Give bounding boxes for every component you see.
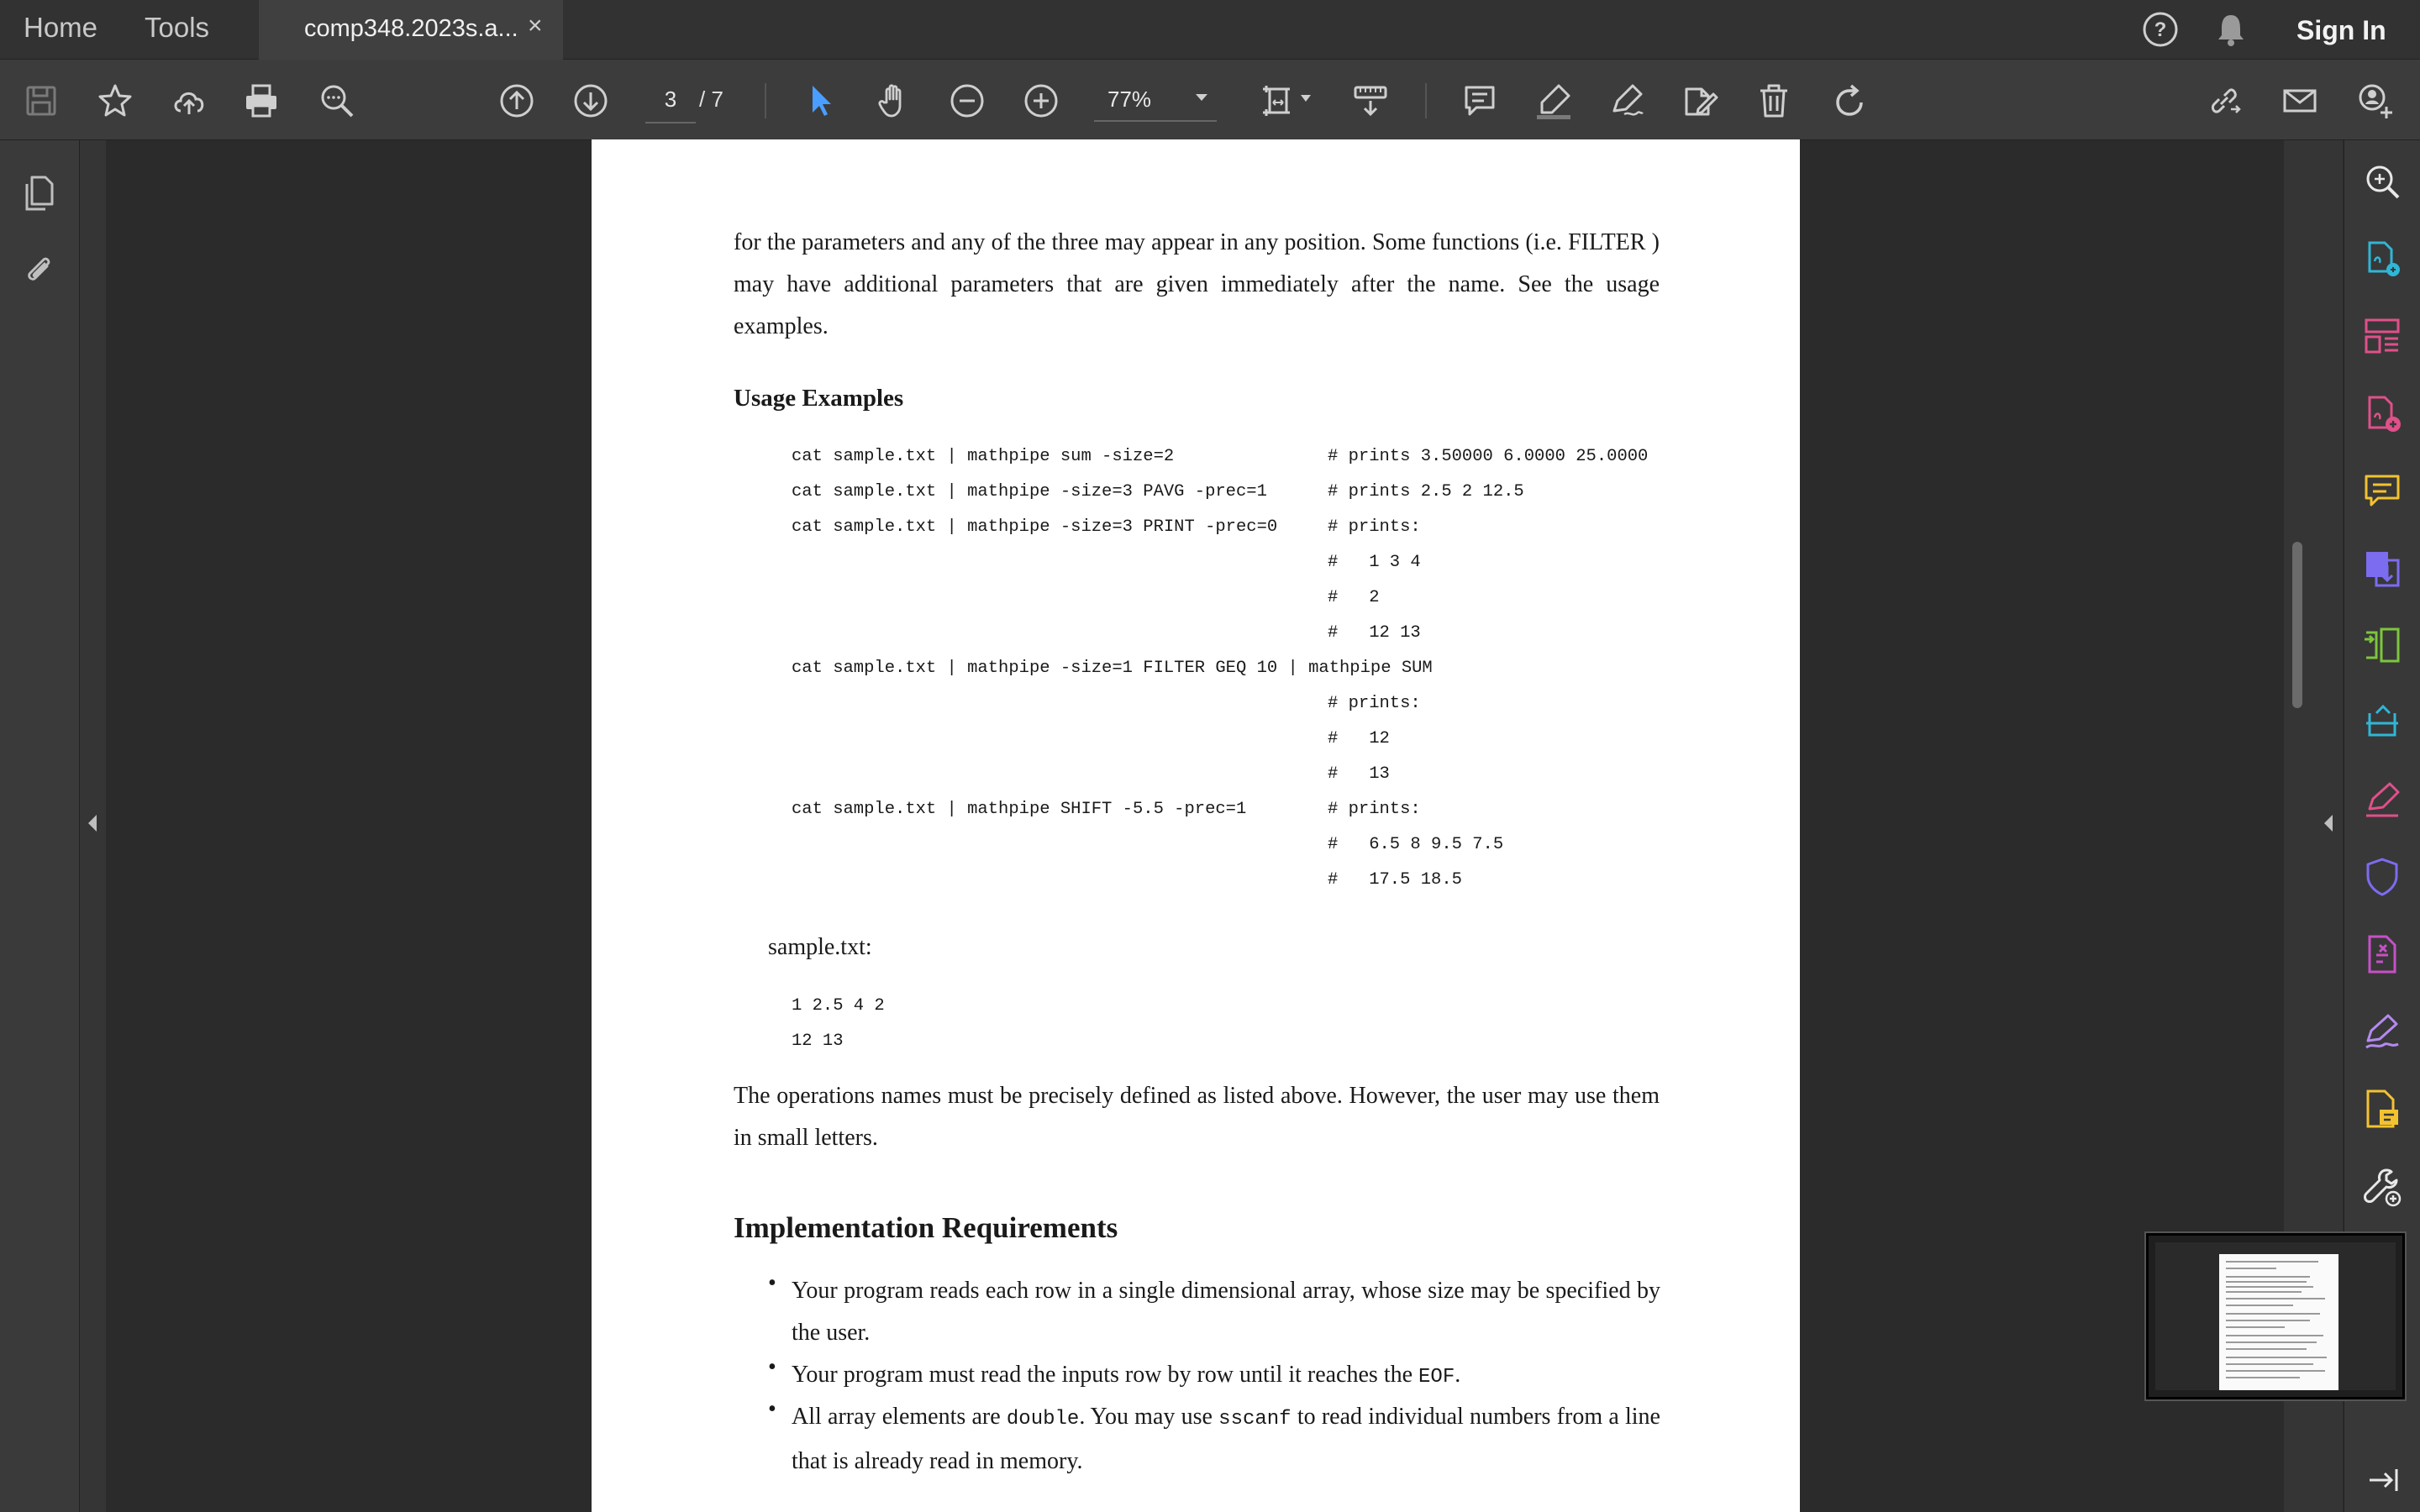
notification-bell-icon[interactable] xyxy=(2212,10,2250,53)
code-command: cat sample.txt | mathpipe -size=3 PAVG -prec=1 xyxy=(792,482,1267,501)
thumbnail-text-line xyxy=(2226,1268,2276,1269)
stamp-icon[interactable] xyxy=(2361,1088,2403,1130)
code-comment: # prints: xyxy=(1328,517,1421,537)
collapse-right-arrow-icon[interactable] xyxy=(2321,812,2336,834)
scroll-mode-icon[interactable] xyxy=(1348,78,1393,123)
page-navigator-thumbnail[interactable] xyxy=(2146,1233,2405,1399)
attachment-icon[interactable] xyxy=(18,249,59,294)
create-pdf-icon[interactable] xyxy=(2361,238,2403,280)
code-comment: # 6.5 8 9.5 7.5 xyxy=(1328,835,1504,854)
code-comment: # prints: xyxy=(1328,800,1421,819)
thumbnail-text-line xyxy=(2226,1286,2313,1288)
compare-icon[interactable] xyxy=(2361,624,2403,666)
requirement-text: . You may use xyxy=(1079,1404,1219,1430)
requirement-item xyxy=(792,1396,1660,1483)
thumbnail-text-line xyxy=(2226,1348,2307,1350)
implementation-heading: Implementation Requirements xyxy=(734,1211,1118,1244)
svg-text:?: ? xyxy=(2154,18,2167,41)
intro-paragraph: for the parameters and any of the three may appear in any position. Some functions (i.e. FILTER ) may have additional parameters that are given immediately after the name. See the usage examples. xyxy=(734,229,1660,339)
thumbnail-text-line xyxy=(2226,1326,2285,1328)
signature-icon[interactable] xyxy=(2361,1011,2403,1053)
code-command: cat sample.txt | mathpipe sum -size=2 xyxy=(792,447,1175,466)
thumbnail-text-line xyxy=(2226,1305,2293,1306)
sign-in-button[interactable]: Sign In xyxy=(2296,15,2386,45)
export-pdf-icon[interactable] xyxy=(2361,547,2403,589)
vertical-scrollbar[interactable] xyxy=(2292,542,2302,708)
zoom-in-icon[interactable] xyxy=(1018,78,1064,123)
fill-sign-icon[interactable] xyxy=(2361,779,2403,821)
bullet-icon: • xyxy=(768,1396,776,1422)
hand-icon[interactable] xyxy=(871,78,916,123)
code-comment: # 12 13 xyxy=(1328,623,1421,643)
left-navigation-pane xyxy=(0,140,80,1512)
scan-icon[interactable] xyxy=(2361,701,2403,743)
requirement-text: Your program reads each row in a single dimensional array, whose size may be specified by the user. xyxy=(792,1278,1660,1346)
fit-page-icon[interactable] xyxy=(1255,78,1301,123)
page-up-icon[interactable] xyxy=(494,78,539,123)
zoom-value: 77% xyxy=(1107,87,1152,112)
page-number-input[interactable] xyxy=(645,76,696,123)
inline-code: double xyxy=(1006,1408,1080,1431)
inline-code: EOF xyxy=(1418,1366,1455,1389)
requirement-text: Your program must read the inputs row by row until it reaches the xyxy=(792,1362,1419,1388)
chevron-down-icon[interactable] xyxy=(1299,93,1313,103)
thumbnail-text-line xyxy=(2226,1341,2317,1343)
code-comment: # 1 3 4 xyxy=(1328,553,1421,572)
document-tab[interactable] xyxy=(259,0,563,60)
collapse-panel-icon[interactable] xyxy=(2361,1459,2403,1501)
edit-text-icon[interactable] xyxy=(1677,78,1723,123)
code-comment: # prints 2.5 2 12.5 xyxy=(1328,482,1524,501)
page-down-icon[interactable] xyxy=(568,78,613,123)
thumbnail-text-line xyxy=(2226,1261,2318,1263)
cloud-upload-icon[interactable] xyxy=(166,78,212,123)
requirement-text: . xyxy=(1455,1362,1461,1388)
print-icon[interactable] xyxy=(239,78,284,123)
requirement-item xyxy=(792,1354,1660,1399)
zoom-out-icon[interactable] xyxy=(944,78,990,123)
thumbnail-text-line xyxy=(2226,1377,2300,1378)
code-comment: # prints: xyxy=(1328,694,1421,713)
thumbnail-page xyxy=(2219,1254,2338,1390)
combine-files-icon[interactable] xyxy=(2361,392,2403,434)
code-command: cat sample.txt | mathpipe -size=3 PRINT -prec=0 xyxy=(792,517,1278,537)
thumbnail-text-line xyxy=(2226,1357,2327,1358)
code-comment: # prints 3.50000 6.0000 25.0000 xyxy=(1328,447,1649,466)
select-cursor-icon[interactable] xyxy=(798,78,844,123)
code-comment: # 2 xyxy=(1328,588,1380,607)
page-thumbnails-icon[interactable] xyxy=(18,172,59,217)
code-comment: # 13 xyxy=(1328,764,1390,784)
requirement-text: to read individual numbers from a line that is already read in memory. xyxy=(792,1404,1660,1474)
toolbar-divider xyxy=(1425,83,1427,118)
code-command: cat sample.txt | mathpipe SHIFT -5.5 -prec=1 xyxy=(792,800,1247,819)
organize-pages-icon[interactable] xyxy=(2361,315,2403,357)
save-icon[interactable] xyxy=(18,78,64,123)
requirement-item xyxy=(792,1270,1660,1354)
draw-icon[interactable] xyxy=(1603,78,1649,123)
code-comment: # 17.5 18.5 xyxy=(1328,870,1462,890)
document-tab-title: comp348.2023s.a... xyxy=(304,15,518,42)
highlight-icon[interactable] xyxy=(1531,78,1576,123)
star-icon[interactable] xyxy=(92,78,138,123)
protect-icon[interactable] xyxy=(2361,856,2403,898)
toolbar xyxy=(0,60,2420,140)
bullet-icon: • xyxy=(768,1354,776,1380)
more-tools-icon[interactable] xyxy=(2361,1165,2403,1207)
zoom-select[interactable] xyxy=(1094,76,1217,122)
delete-icon[interactable] xyxy=(1751,78,1797,123)
requirement-text: All array elements are xyxy=(792,1404,1007,1430)
bullet-icon: • xyxy=(768,1270,776,1296)
thumbnail-text-line xyxy=(2226,1335,2323,1336)
sample-file-label: sample.txt: xyxy=(768,934,872,960)
collapse-left-arrow-icon[interactable] xyxy=(85,812,100,834)
close-tab-icon[interactable]: × xyxy=(528,12,543,39)
nav-tools[interactable]: Tools xyxy=(145,12,210,43)
sample-line: 12 13 xyxy=(792,1032,844,1051)
usage-examples-heading: Usage Examples xyxy=(734,385,904,412)
help-icon[interactable] xyxy=(2141,10,2180,53)
tab-bar xyxy=(0,0,2420,60)
left-gutter xyxy=(80,140,106,1512)
operations-paragraph: The operations names must be precisely defined as listed above. However, the user may use them in small letters. xyxy=(734,1083,1660,1151)
comment-tool-icon[interactable] xyxy=(2361,470,2403,512)
thumbnail-text-line xyxy=(2226,1363,2313,1365)
redact-icon[interactable] xyxy=(2361,933,2403,975)
code-comment: # 12 xyxy=(1328,729,1390,748)
rotate-icon[interactable] xyxy=(1827,78,1872,123)
thumbnail-text-line xyxy=(2226,1313,2320,1315)
pdf-page xyxy=(592,139,1800,1512)
sample-line: 1 2.5 4 2 xyxy=(792,996,885,1016)
thumbnail-text-line xyxy=(2226,1276,2310,1278)
thumbnail-text-line xyxy=(2226,1291,2302,1293)
toolbar-divider xyxy=(765,83,766,118)
code-command: cat sample.txt | mathpipe -size=1 FILTER GEQ 10 | mathpipe SUM xyxy=(792,659,1433,678)
comment-icon[interactable] xyxy=(1457,78,1502,123)
chevron-down-icon xyxy=(1193,92,1210,103)
inline-code: sscanf xyxy=(1218,1408,1292,1431)
thumbnail-view xyxy=(2155,1242,2396,1390)
add-user-icon[interactable] xyxy=(2353,78,2398,123)
share-link-icon[interactable] xyxy=(2202,78,2247,123)
email-icon[interactable] xyxy=(2277,78,2323,123)
thumbnail-text-line xyxy=(2226,1320,2310,1321)
thumbnail-text-line xyxy=(2226,1281,2307,1283)
page-total: / 7 xyxy=(699,87,723,112)
nav-home[interactable]: Home xyxy=(24,12,98,43)
thumbnail-text-line xyxy=(2226,1298,2325,1299)
thumbnail-text-line xyxy=(2226,1370,2325,1372)
zoom-search-icon[interactable] xyxy=(314,78,360,123)
search-zoom-icon[interactable] xyxy=(2361,160,2403,202)
